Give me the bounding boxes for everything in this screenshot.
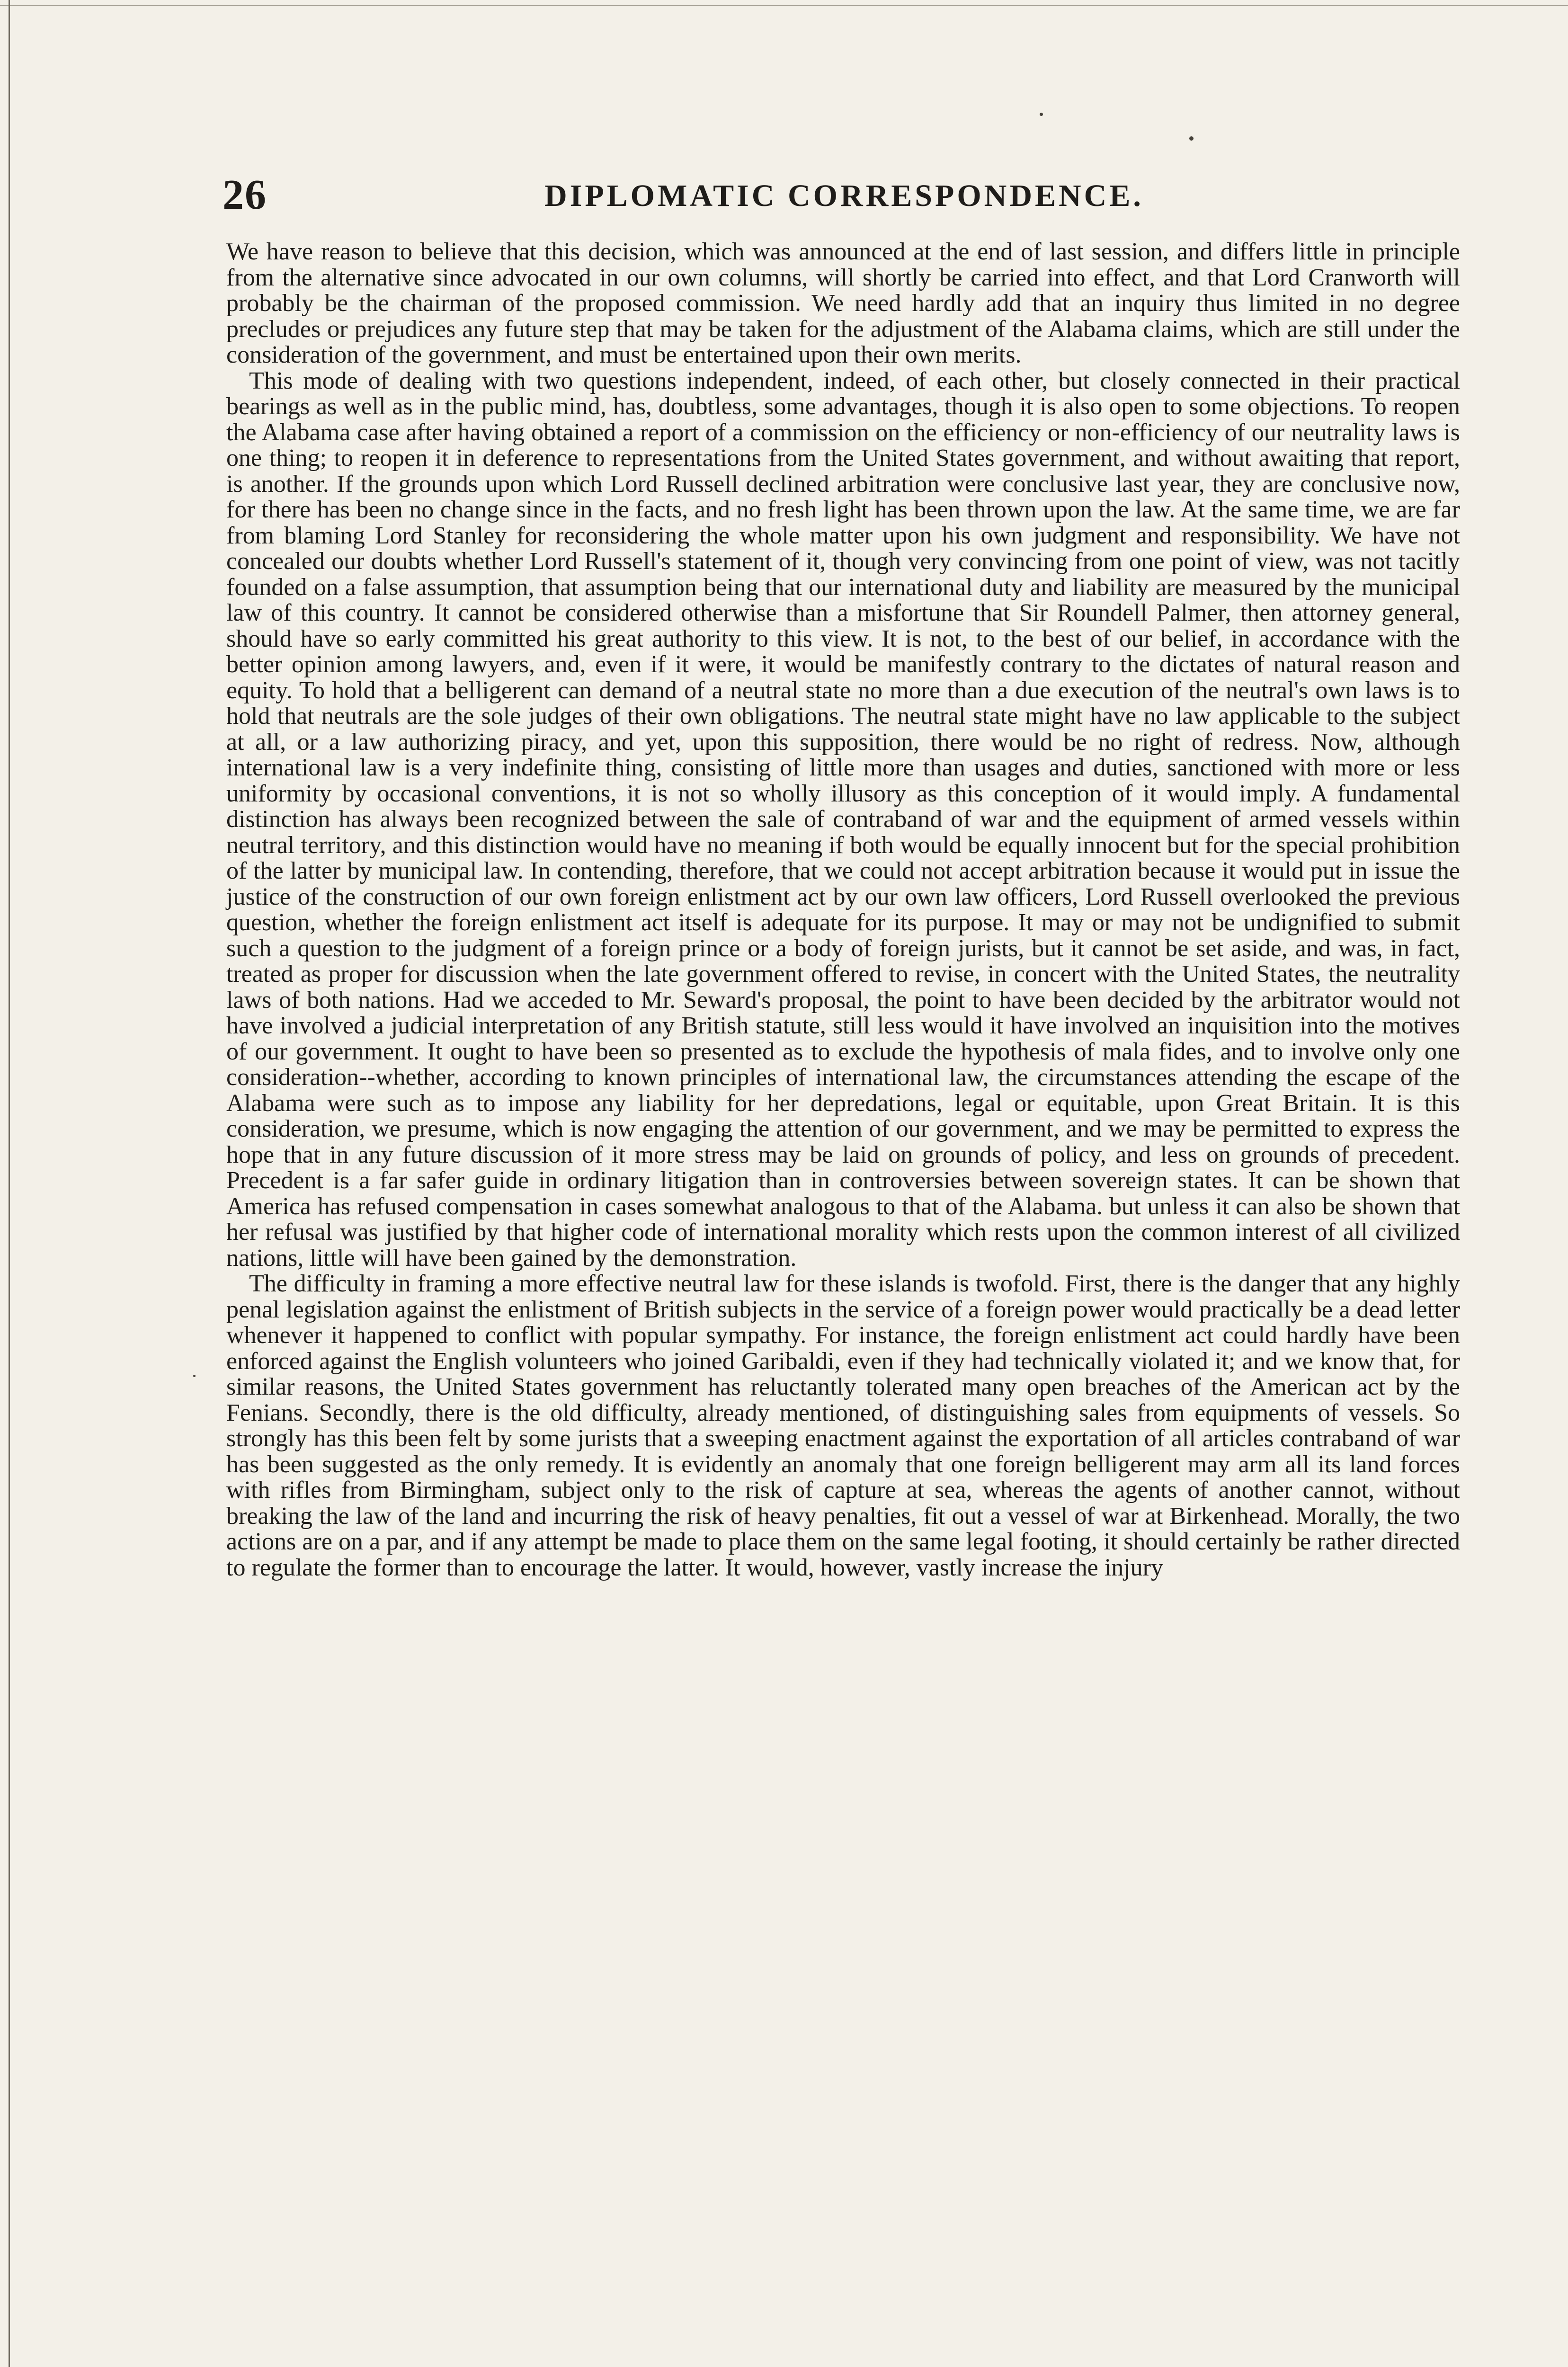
top-edge-rule bbox=[0, 5, 1568, 6]
paragraph-3: The difficulty in framing a more effective neutral law for these islands is twofold. First, there is the danger that any highly penal legislation against the enlistment of British subjects in the service of a foreign power would practically be a dead letter whenever it happened to conflict with popular sympathy. For instance, the foreign enlistment act could hardly have been enforced against the English volunteers who joined Garibaldi, even if they had technically violated it; and we know that, for similar reasons, the United States government has reluctantly tolerated many open breaches of the American act by the Fenians. Secondly, there is the old difficulty, already mentioned, of distinguishing sales from equipments of vessels. So strongly has this been felt by some jurists that a sweeping enactment against the exportation of all articles contraband of war has been suggested as the only remedy. It is evidently an anomaly that one foreign belligerent may arm all its land forces with rifles from Birmingham, subject only to the risk of capture at sea, whereas the agents of another cannot, without breaking the law of the land and incurring the risk of heavy penalties, fit out a vessel of war at Birkenhead. Morally, the two actions are on a par, and if any attempt be made to place them on the same legal footing, it should certainly be rather directed to regulate the former than to encourage the latter. It would, however, vastly increase the injury bbox=[226, 1270, 1460, 1581]
paragraph-1: We have reason to believe that this decision, which was announced at the end of last session, and differs little in principle from the alternative since advocated in our own columns, will shortly be carried into effect, and that Lord Cranworth will probably be the chairman of the proposed commission. We need hardly add that an inquiry thus limited in no degree precludes or prejudices any future step that may be taken for the adjustment of the Alabama claims, which are still under the consideration of the government, and must be entertained upon their own merits. bbox=[226, 238, 1460, 368]
running-head bbox=[223, 170, 1453, 222]
ink-speck bbox=[1189, 136, 1194, 141]
ink-speck bbox=[193, 1375, 196, 1377]
paragraph-2: This mode of dealing with two questions independent, indeed, of each other, but closely connected in their practical bearings as well as in the public mind, has, doubtless, some advantages, though it is also open to some objections. To reopen the Alabama case after having obtained a report of a commission on the efficiency or non-efficiency of our neutrality laws is one thing; to reopen it in deference to representations from the United States government, and without awaiting that report, is another. If the grounds upon which Lord Russell declined arbitration were conclusive last year, they are conclusive now, for there has been no change since in the facts, and no fresh light has been thrown upon the law. At the same time, we are far from blaming Lord Stanley for reconsidering the whole matter upon his own judgment and responsibility. We have not concealed our doubts whether Lord Russell's statement of it, though very convincing from one point of view, was not tacitly founded on a false assumption, that assumption being that our international duty and liability are measured by the municipal law of this country. It cannot be considered otherwise than a misfortune that Sir Roundell Palmer, then attorney general, should have so early committed his great authority to this view. It is not, to the best of our belief, in accordance with the better opinion among lawyers, and, even if it were, it would be manifestly contrary to the dictates of natural reason and equity. To hold that a belligerent can demand of a neutral state no more than a due execution of the neutral's own laws is to hold that neutrals are the sole judges of their own obligations. The neutral state might have no law applicable to the subject at all, or a law authorizing piracy, and yet, upon this supposition, there would be no right of redress. Now, although international law is a very indefinite thing, consisting of little more than usages and duties, sanctioned with more or less uniformity by occasional conventions, it is not so wholly illusory as this conception of it would imply. A fundamental distinction has always been recognized between the sale of contraband of war and the equipment of armed vessels within neutral territory, and this distinction would have no meaning if both would be equally innocent but for the special prohibition of the latter by municipal law. In contending, therefore, that we could not accept arbitration because it would put in issue the justice of the construction of our own foreign enlistment act by our own law officers, Lord Russell overlooked the previous question, whether the foreign enlistment act itself is adequate for its purpose. It may or may not be undignified to submit such a question to the judgment of a foreign prince or a body of foreign jurists, but it cannot be set aside, and was, in fact, treated as proper for discussion when the late government offered to revise, in concert with the United States, the neutrality laws of both nations. Had we acceded to Mr. Seward's proposal, the point to have been decided by the arbitrator would not have involved a judicial interpretation of any British statute, still less would it have involved an inquisition into the motives of our government. It ought to have been so presented as to exclude the hypothesis of mala fides, and to involve only one consideration--whether, according to known principles of international law, the circumstances attending the escape of the Alabama were such as to impose any liability for her depredations, legal or equitable, upon Great Britain. It is this consideration, we presume, which is now engaging the attention of our government, and we may be permitted to express the hope that in any future discussion of it more stress may be laid on grounds of policy, and less on grounds of precedent. Precedent is a far safer guide in ordinary litigation than in controversies between sovereign states. It can be shown that America has refused compensation in cases somewhat analogous to that of the Alabama. but unless it can also be shown that her refusal was justified by that higher code of international morality which rests upon the common interest of all civilized nations, little will have been gained by the demonstration. bbox=[226, 367, 1460, 1272]
page-number: 26 bbox=[223, 171, 267, 218]
running-title: DIPLOMATIC CORRESPONDENCE. bbox=[544, 178, 1144, 213]
left-binding-edge bbox=[9, 0, 10, 2367]
ink-speck bbox=[1040, 113, 1043, 116]
body-text bbox=[226, 239, 1460, 1581]
